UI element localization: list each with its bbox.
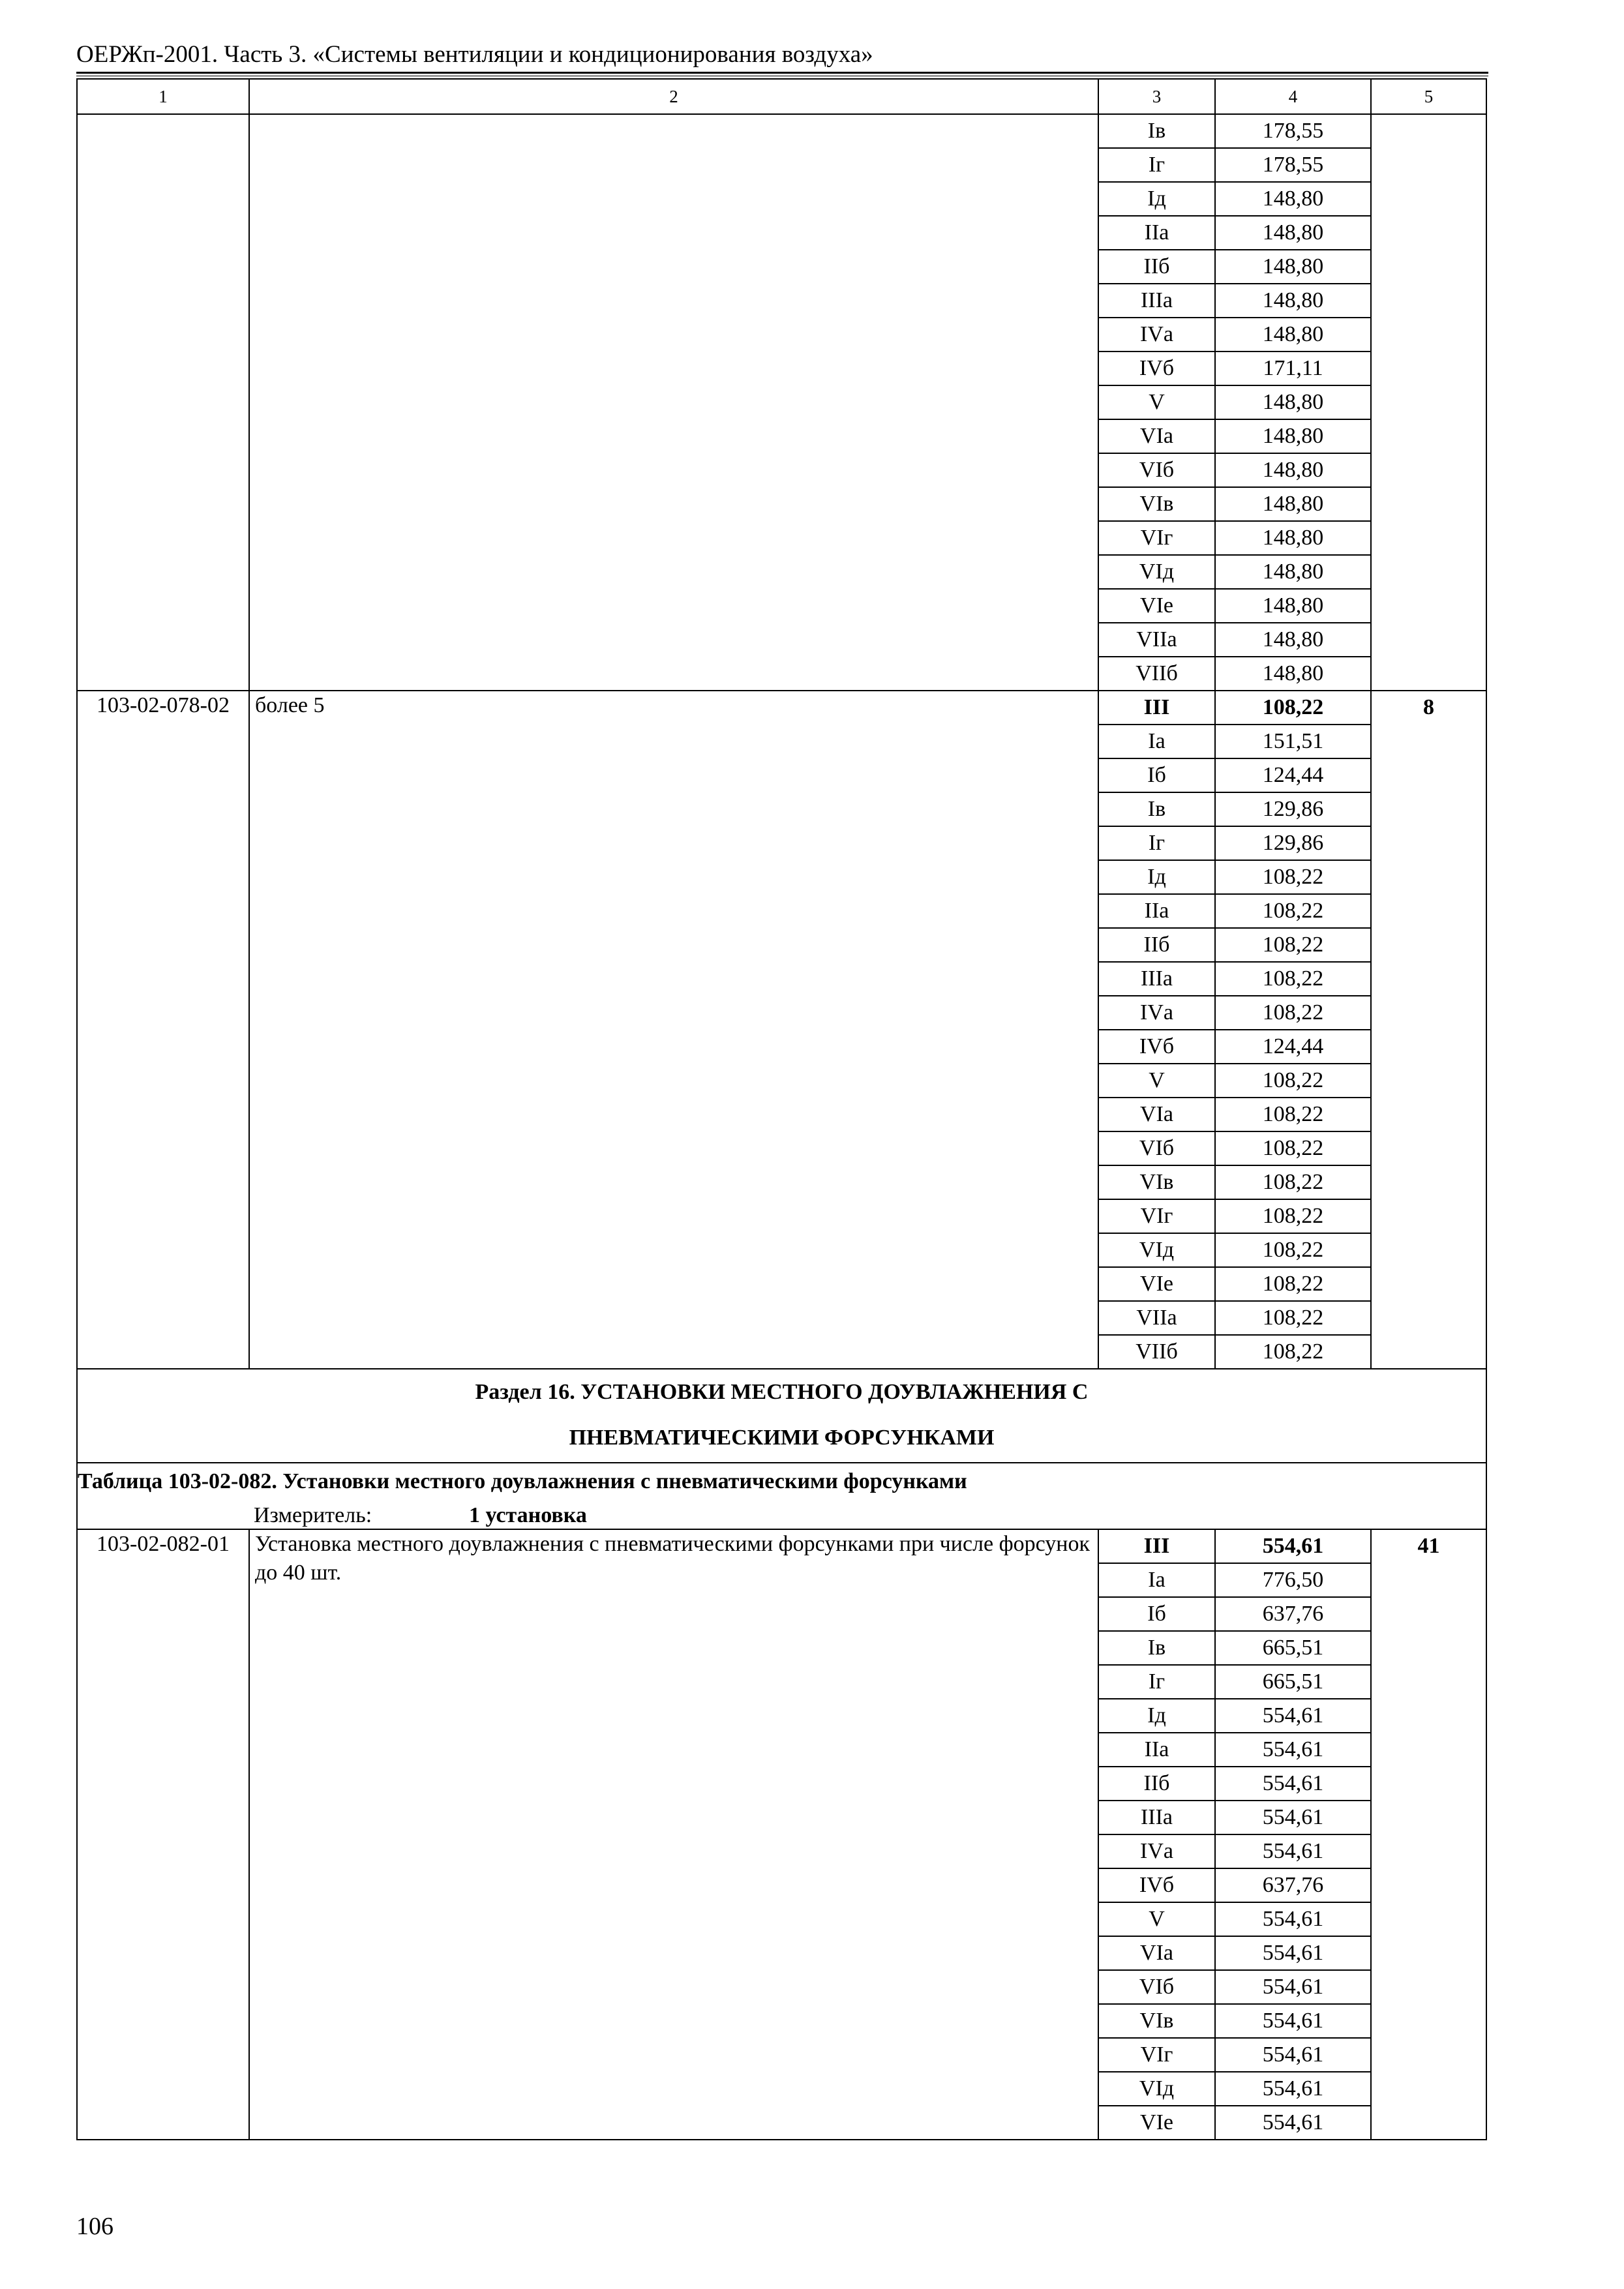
zone-cell: Iд — [1098, 1699, 1215, 1733]
zone-cell: IVа — [1098, 996, 1215, 1030]
zone-cell: Iг — [1098, 826, 1215, 860]
column5-cell: 8 — [1371, 691, 1486, 1369]
value-cell: 108,22 — [1215, 1199, 1371, 1233]
value-cell: 108,22 — [1215, 691, 1371, 725]
value-cell: 148,80 — [1215, 419, 1371, 453]
value-cell: 108,22 — [1215, 860, 1371, 894]
column-number-row — [77, 79, 1486, 114]
zone-cell: VIг — [1098, 521, 1215, 555]
table-title: Таблица 103-02-082. Установки местного доувлажнения с пневматическими форсунками — [77, 1463, 1486, 1503]
zone-cell: IVа — [1098, 1834, 1215, 1868]
zone-cell: VIIа — [1098, 1301, 1215, 1335]
zone-cell: IIа — [1098, 1733, 1215, 1767]
measure-cell — [77, 1503, 1486, 1529]
running-head: ОЕРЖп-2001. Часть 3. «Системы вентиляции и кондиционирования воздуха» — [76, 41, 873, 68]
value-cell: 148,80 — [1215, 487, 1371, 521]
zone-cell: IIIа — [1098, 962, 1215, 996]
value-cell: 108,22 — [1215, 1301, 1371, 1335]
value-cell: 148,80 — [1215, 623, 1371, 657]
value-cell: 554,61 — [1215, 2106, 1371, 2140]
value-cell: 148,80 — [1215, 284, 1371, 318]
zone-cell: VIв — [1098, 1165, 1215, 1199]
value-cell: 554,61 — [1215, 2004, 1371, 2038]
measure-label: Измеритель: — [254, 1503, 372, 1527]
zone-cell: VIа — [1098, 419, 1215, 453]
zone-cell: Iв — [1098, 792, 1215, 826]
zone-cell: IVб — [1098, 1030, 1215, 1064]
zone-cell: Iв — [1098, 1631, 1215, 1665]
zone-cell: IVа — [1098, 318, 1215, 352]
table-title-row — [77, 1463, 1486, 1503]
zone-cell: VIг — [1098, 2038, 1215, 2072]
column-number: 5 — [1371, 79, 1486, 114]
zone-cell: IIб — [1098, 1767, 1215, 1801]
value-cell: 665,51 — [1215, 1665, 1371, 1699]
value-cell: 108,22 — [1215, 1233, 1371, 1267]
column5-cell — [1371, 114, 1486, 691]
zone-cell: VIд — [1098, 1233, 1215, 1267]
value-cell: 108,22 — [1215, 1267, 1371, 1301]
zone-cell: VIIб — [1098, 1335, 1215, 1369]
value-cell: 129,86 — [1215, 826, 1371, 860]
zone-cell: III — [1098, 691, 1215, 725]
rate-description: Установка местного доувлажнения с пневматическими форсунками при числе форсунок до 40 шт. — [249, 1529, 1098, 2140]
zone-cell: Iб — [1098, 1597, 1215, 1631]
measure-row — [77, 1503, 1486, 1529]
rate-code: 103-02-082-01 — [77, 1529, 249, 2140]
value-cell: 171,11 — [1215, 352, 1371, 385]
zone-cell: Iд — [1098, 860, 1215, 894]
section-heading-line: Раздел 16. УСТАНОВКИ МЕСТНОГО ДОУВЛАЖНЕНИЯ С — [475, 1380, 1089, 1404]
value-cell: 148,80 — [1215, 318, 1371, 352]
value-cell: 148,80 — [1215, 521, 1371, 555]
rate-code — [77, 114, 249, 691]
value-cell: 148,80 — [1215, 453, 1371, 487]
zone-cell: IIа — [1098, 894, 1215, 928]
zone-cell: IIIа — [1098, 284, 1215, 318]
value-cell: 776,50 — [1215, 1563, 1371, 1597]
value-cell: 637,76 — [1215, 1868, 1371, 1902]
column-number: 3 — [1098, 79, 1215, 114]
zone-cell: IIб — [1098, 928, 1215, 962]
zone-cell: VIд — [1098, 2072, 1215, 2106]
value-cell: 665,51 — [1215, 1631, 1371, 1665]
column-number: 4 — [1215, 79, 1371, 114]
zone-cell: V — [1098, 1902, 1215, 1936]
zone-cell: VIв — [1098, 2004, 1215, 2038]
value-cell: 554,61 — [1215, 1699, 1371, 1733]
value-cell: 554,61 — [1215, 2038, 1371, 2072]
zone-cell: V — [1098, 385, 1215, 419]
value-cell: 108,22 — [1215, 894, 1371, 928]
zone-cell: Iг — [1098, 1665, 1215, 1699]
value-cell: 554,61 — [1215, 1970, 1371, 2004]
value-cell: 124,44 — [1215, 1030, 1371, 1064]
rate-description: более 5 — [249, 691, 1098, 1369]
zone-cell: IIб — [1098, 250, 1215, 284]
zone-cell: Iв — [1098, 114, 1215, 148]
zone-cell: VIб — [1098, 1970, 1215, 2004]
value-cell: 148,80 — [1215, 657, 1371, 691]
zone-cell: IIIа — [1098, 1801, 1215, 1834]
rate-code: 103-02-078-02 — [77, 691, 249, 1369]
zone-cell: IVб — [1098, 352, 1215, 385]
value-cell: 148,80 — [1215, 216, 1371, 250]
value-cell: 637,76 — [1215, 1597, 1371, 1631]
zone-cell: VIе — [1098, 589, 1215, 623]
zone-cell: III — [1098, 1529, 1215, 1563]
zone-cell: IVб — [1098, 1868, 1215, 1902]
value-cell: 178,55 — [1215, 148, 1371, 182]
value-cell: 148,80 — [1215, 589, 1371, 623]
zone-cell: VIе — [1098, 1267, 1215, 1301]
zone-cell: VIв — [1098, 487, 1215, 521]
value-cell: 148,80 — [1215, 385, 1371, 419]
value-cell: 108,22 — [1215, 1335, 1371, 1369]
column5-cell: 41 — [1371, 1529, 1486, 2140]
page-number: 106 — [76, 2213, 113, 2240]
value-cell: 129,86 — [1215, 792, 1371, 826]
table-row — [77, 1529, 1486, 1563]
value-cell: 108,22 — [1215, 962, 1371, 996]
column-number: 1 — [77, 79, 249, 114]
value-cell: 108,22 — [1215, 1098, 1371, 1131]
section-heading-line: ПНЕВМАТИЧЕСКИМИ ФОРСУНКАМИ — [569, 1426, 995, 1450]
value-cell: 124,44 — [1215, 758, 1371, 792]
value-cell: 151,51 — [1215, 725, 1371, 758]
zone-cell: Iд — [1098, 182, 1215, 216]
zone-cell: V — [1098, 1064, 1215, 1098]
zone-cell: Iг — [1098, 148, 1215, 182]
zone-cell: IIа — [1098, 216, 1215, 250]
zone-cell: VIд — [1098, 555, 1215, 589]
zone-cell: VIIа — [1098, 623, 1215, 657]
value-cell: 108,22 — [1215, 928, 1371, 962]
rates-table — [76, 78, 1487, 2140]
value-cell: 554,61 — [1215, 1733, 1371, 1767]
zone-cell: Iб — [1098, 758, 1215, 792]
rate-description — [249, 114, 1098, 691]
section-heading — [77, 1369, 1486, 1463]
zone-cell: VIб — [1098, 1131, 1215, 1165]
zone-cell: Iа — [1098, 1563, 1215, 1597]
zone-cell: VIа — [1098, 1936, 1215, 1970]
value-cell: 108,22 — [1215, 1131, 1371, 1165]
measure-value: 1 установка — [469, 1503, 587, 1527]
zone-cell: VIа — [1098, 1098, 1215, 1131]
value-cell: 554,61 — [1215, 1936, 1371, 1970]
value-cell: 178,55 — [1215, 114, 1371, 148]
value-cell: 148,80 — [1215, 555, 1371, 589]
value-cell: 554,61 — [1215, 1529, 1371, 1563]
value-cell: 554,61 — [1215, 2072, 1371, 2106]
column-number: 2 — [249, 79, 1098, 114]
value-cell: 554,61 — [1215, 1801, 1371, 1834]
value-cell: 148,80 — [1215, 250, 1371, 284]
value-cell: 108,22 — [1215, 1165, 1371, 1199]
zone-cell: VIе — [1098, 2106, 1215, 2140]
value-cell: 554,61 — [1215, 1902, 1371, 1936]
value-cell: 148,80 — [1215, 182, 1371, 216]
section-heading-row — [77, 1369, 1486, 1463]
zone-cell: Iа — [1098, 725, 1215, 758]
table-row — [77, 691, 1486, 725]
value-cell: 108,22 — [1215, 1064, 1371, 1098]
zone-cell: VIIб — [1098, 657, 1215, 691]
value-cell: 554,61 — [1215, 1767, 1371, 1801]
zone-cell: VIб — [1098, 453, 1215, 487]
zone-cell: VIг — [1098, 1199, 1215, 1233]
value-cell: 108,22 — [1215, 996, 1371, 1030]
value-cell: 554,61 — [1215, 1834, 1371, 1868]
header-rule — [76, 72, 1488, 74]
table-row — [77, 114, 1486, 148]
